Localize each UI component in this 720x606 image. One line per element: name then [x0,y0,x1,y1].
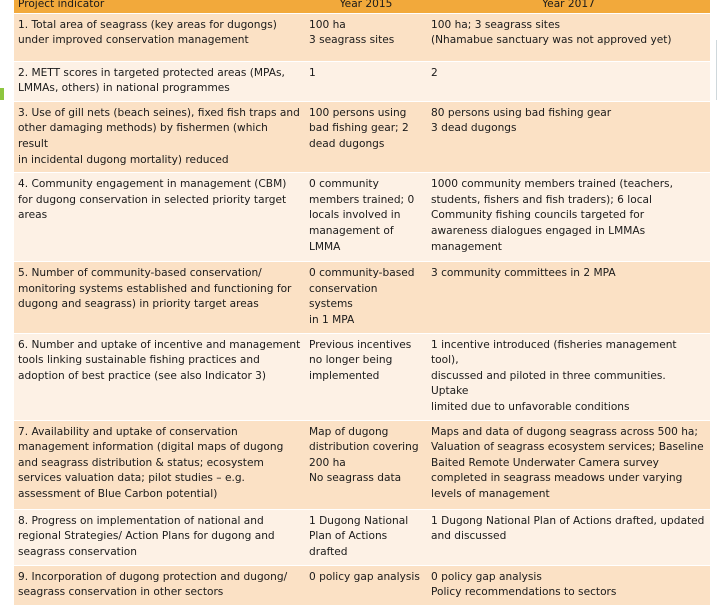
cell-line: 1. Total area of seagrass (key areas for dugongs) [18,18,277,31]
cell-line: awareness dialogues engaged in LMMAs [431,224,646,237]
year-2015-cell [305,333,427,420]
year-2017-cell [427,565,710,605]
indicator-cell [14,333,305,420]
cell-line: in 1 MPA [309,313,355,326]
cell-line: and discussed [431,530,507,543]
cell-line: management [431,240,502,253]
cell-line: Community fishing councils targeted for [431,209,645,222]
cell-line: Map of dugong [309,425,389,438]
cell-line: 3. Use of gill nets (beach seines), fixed fish traps and [18,106,300,119]
cell-line: Maps and data of dugong seagrass across 500 ha; [431,425,698,438]
cell-line: LMMAs, others) in national programmes [18,82,230,95]
cell-line: 5. Number of community-based conservation/ [18,267,262,280]
cell-line: management of [309,224,394,237]
year-2017-cell [427,420,710,509]
cell-line: 3 dead dugongs [431,122,517,135]
indicator-cell [14,173,305,262]
cell-line: members trained; 0 [309,193,415,206]
cell-line: for dugong conservation in selected priority target [18,193,287,206]
cell-line: dugong and seagrass) in priority target areas [18,298,259,311]
year-2017-cell [427,509,710,565]
cell-line: management information (digital maps of dugong [18,441,284,454]
cell-line: 200 ha [309,456,346,469]
indicator-cell [14,509,305,565]
cell-line: seagrass conservation in other sectors [18,586,224,599]
cell-line: 2 [431,66,438,79]
table-row [14,262,710,333]
green-accent-mark [0,88,4,100]
cell-line: tools linking sustainable fishing practices and [18,354,260,367]
cell-line: 8. Progress on implementation of national and [18,514,264,527]
year-2017-cell [427,13,710,61]
header-year-2017: Year 2017 [427,0,710,13]
header-year-2015: Year 2015 [305,0,427,13]
cell-line: 1 Dugong National Plan of Actions drafted, updated [431,514,705,527]
indicator-cell [14,61,305,101]
table-row [14,509,710,565]
cell-line: (Nhamabue sanctuary was not approved yet) [431,34,672,47]
cell-line: LMMA [309,240,341,253]
cell-line: Previous incentives [309,338,412,351]
cell-line: 7. Availability and uptake of conservation [18,425,238,438]
cell-line: and seagrass distribution & status; ecosystem [18,456,264,469]
cell-line: 100 persons using [309,106,407,119]
table-row [14,333,710,420]
cell-line: Valuation of seagrass ecosystem services; Baseline [431,441,704,454]
year-2015-cell [305,101,427,172]
cell-line: 0 community-based [309,267,415,280]
table-row [14,420,710,509]
table-row [14,173,710,262]
cell-line: limited due to unfavorable conditions [431,400,630,413]
header-project-indicator: Project indicator [14,0,305,13]
cell-line: 80 persons using bad fishing gear [431,106,612,119]
cell-line: implemented [309,369,380,382]
table-row [14,13,710,61]
cell-line: 1 [309,66,316,79]
cell-line: in incidental dugong mortality) reduced [18,153,229,166]
indicator-table [14,0,710,606]
cell-line: 1000 community members trained (teachers, [431,178,673,191]
cell-line: areas [18,209,48,222]
cell-line: 9. Incorporation of dugong protection and dugong/ [18,570,288,583]
cell-line: 100 ha; 3 seagrass sites [431,18,560,31]
cell-line: completed in seagrass meadows under varying [431,472,683,485]
indicator-cell [14,13,305,61]
cell-line: dead dugongs [309,137,385,150]
cell-line: regional Strategies/ Action Plans for dugong and [18,530,275,543]
cell-line: adoption of best practice (see also Indicator 3) [18,369,267,382]
cell-line: 3 community committees in 2 MPA [431,267,616,280]
cell-line: No seagrass data [309,472,402,485]
cell-line: Policy recommendations to sectors [431,586,617,599]
cell-line: conservation systems [309,282,378,311]
year-2017-cell [427,61,710,101]
year-2017-cell [427,262,710,333]
indicator-cell [14,101,305,172]
cell-line: 0 policy gap analysis [309,570,420,583]
indicator-cell [14,420,305,509]
cell-line: 0 policy gap analysis [431,570,542,583]
year-2017-cell [427,333,710,420]
year-2015-cell [305,509,427,565]
cell-line: levels of management [431,487,550,500]
cell-line: other damaging methods) by fishermen (which result [18,122,268,150]
table-header-row [14,0,710,13]
cell-line: 100 ha [309,18,346,31]
cell-line: monitoring systems established and functioning for [18,282,292,295]
cell-line: 3 seagrass sites [309,34,395,47]
indicator-cell [14,565,305,605]
cell-line: 4. Community engagement in management (CBM) [18,178,287,191]
cell-line: distribution covering [309,441,419,454]
cell-line: no longer being [309,354,393,367]
cell-line: drafted [309,545,348,558]
table-row [14,565,710,605]
year-2015-cell [305,565,427,605]
cell-line: under improved conservation management [18,34,249,47]
cell-line: discussed and piloted in three communities. Uptake [431,369,666,398]
year-2015-cell [305,61,427,101]
cell-line: bad fishing gear; 2 [309,122,409,135]
cell-line: 6. Number and uptake of incentive and management [18,338,301,351]
cell-line: services valuation data; pilot studies – e.g. [18,472,245,485]
cell-line: locals involved in [309,209,401,222]
year-2015-cell [305,262,427,333]
cell-line: assessment of Blue Carbon potential) [18,487,218,500]
indicator-cell [14,262,305,333]
table-row [14,61,710,101]
year-2017-cell [427,101,710,172]
left-margin [0,0,14,540]
year-2015-cell [305,13,427,61]
year-2015-cell [305,173,427,262]
cell-line: students, fishers and fish traders); 6 local [431,193,652,206]
year-2015-cell [305,420,427,509]
cell-line: 0 community [309,178,379,191]
cell-line: Plan of Actions [309,530,388,543]
cell-line: 1 incentive introduced (fisheries management tool), [431,338,677,367]
cell-line: 1 Dugong National [309,514,409,527]
year-2017-cell [427,173,710,262]
table-row [14,101,710,172]
cell-line: 2. METT scores in targeted protected areas (MPAs, [18,66,285,79]
right-margin [710,0,720,540]
cell-line: Baited Remote Underwater Camera survey [431,456,659,469]
right-edge-line [716,40,717,100]
cell-line: seagrass conservation [18,545,137,558]
